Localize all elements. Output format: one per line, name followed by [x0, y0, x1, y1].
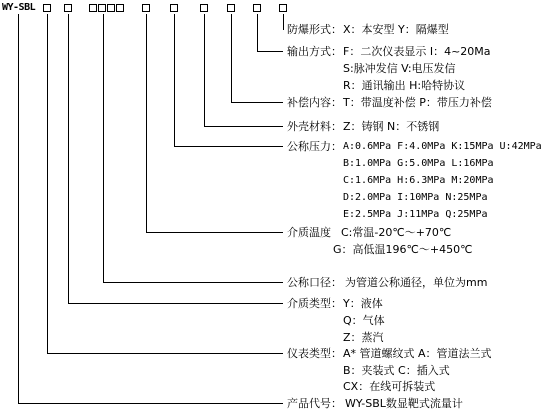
shell-material-options: Z：铸钢 N：不锈钢 — [343, 120, 440, 133]
code-box-medium-temp — [142, 4, 150, 12]
compensation-label: 补偿内容： — [287, 96, 342, 109]
code-box-shell-material — [200, 4, 208, 12]
medium-type-line-3: Z：蒸汽 — [343, 331, 384, 344]
pressure-line-4: D:2.0MPa I:10MPa N:25MPa — [343, 192, 488, 203]
medium-type-line-1: Y：液体 — [343, 297, 383, 310]
code-box-diameter-3 — [107, 4, 115, 12]
meter-type-line-2: B：夹装式 C：插入式 — [343, 364, 450, 377]
meter-type-line-1: A* 管道螺纹式 A：管道法兰式 — [343, 347, 492, 360]
meter-type-label: 仪表类型： — [287, 347, 342, 360]
code-box-meter-type — [43, 4, 51, 12]
output-line-2: S:脉冲发信 V:电压发信 — [343, 62, 456, 75]
code-box-pressure — [170, 4, 178, 12]
code-box-medium-type — [64, 4, 72, 12]
meter-type-line-3: CX：在线可拆装式 — [343, 380, 436, 393]
explosion-proof-label: 防爆形式： — [287, 23, 342, 36]
output-line-3: R：通讯输出 H:哈特协议 — [343, 79, 466, 92]
connector-shell-material — [205, 14, 284, 127]
code-box-explosion-proof — [279, 4, 287, 12]
pressure-line-3: C:1.6MPa H:6.3MPa M:20MPa — [343, 175, 494, 186]
output-label: 输出方式： — [287, 45, 342, 58]
pressure-label: 公称压力： — [287, 140, 342, 153]
pressure-line-5: E:2.5MPa J:11MPa Q:25MPa — [343, 209, 488, 220]
connector-explosion-proof — [283, 14, 284, 30]
nominal-diameter-desc: 为管道公称通径，单位为mm — [345, 276, 488, 289]
connector-nominal-diameter — [104, 14, 284, 283]
medium-temp-line-2: G：高低温196℃～+450℃ — [333, 243, 473, 256]
explosion-proof-options: X：本安型 Y：隔爆型 — [343, 23, 449, 36]
medium-temp-line-1: C:常温-20℃～+70℃ — [341, 226, 452, 239]
shell-material-label: 外壳材料： — [287, 120, 342, 133]
model-prefix: WY-SBL — [2, 2, 36, 13]
connector-output — [258, 14, 284, 52]
connector-product-code — [19, 14, 284, 404]
product-code-value: WY-SBL数显靶式流量计 — [345, 397, 463, 410]
code-box-output — [253, 4, 261, 12]
output-line-1: F：二次仪表显示 I：4~20Ma — [343, 45, 491, 58]
medium-type-label: 介质类型： — [287, 297, 342, 310]
connector-meter-type — [48, 14, 284, 354]
medium-temp-label: 介质温度 — [287, 226, 331, 239]
connector-medium-type — [69, 14, 284, 304]
product-code-label: 产品代号： — [287, 397, 342, 410]
compensation-options: T：带温度补偿 P：带压力补偿 — [343, 96, 492, 109]
code-box-diameter-2 — [98, 4, 106, 12]
medium-type-line-2: Q：气体 — [343, 314, 385, 327]
nominal-diameter-label: 公称口径： — [287, 276, 342, 289]
pressure-line-1: A:0.6MPa F:4.0MPa K:15MPa U:42MPa — [343, 141, 542, 152]
code-box-diameter-4 — [116, 4, 124, 12]
pressure-line-2: B:1.0MPa G:5.0MPa L:16MPa — [343, 158, 494, 169]
connector-medium-temp — [147, 14, 284, 233]
code-box-diameter-1 — [89, 4, 97, 12]
code-box-compensation — [227, 4, 235, 12]
